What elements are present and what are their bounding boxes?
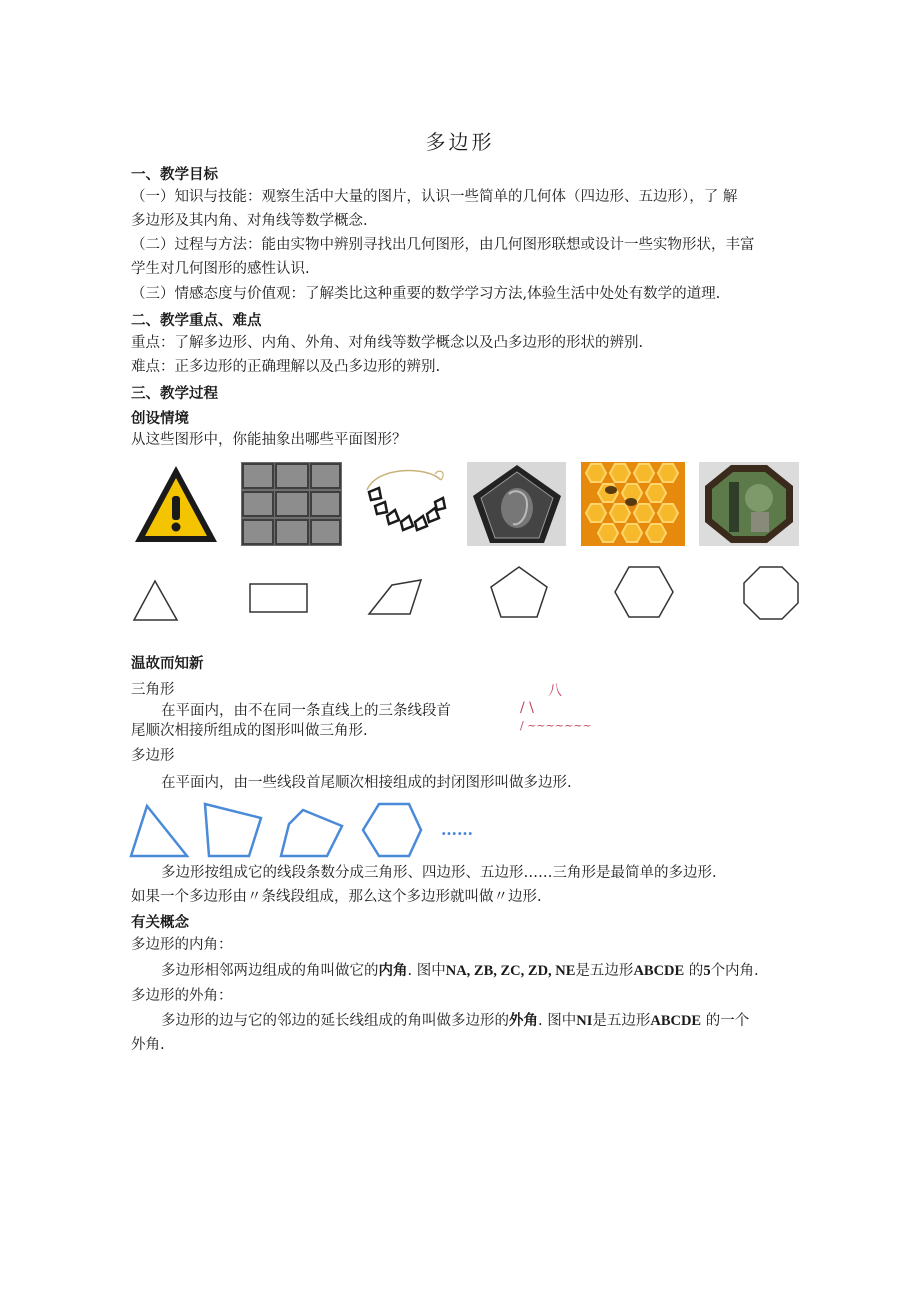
- polygon-definition: 在平面内，由一些线段首尾顺次相接组成的封闭图形叫做多边形.: [161, 775, 572, 791]
- triangle-definition-line-1: 在平面内，由不在同一条直线上的三条线段首: [161, 703, 451, 719]
- section-heading-goals: 一、教学目标: [131, 167, 218, 183]
- stone-wall-photo: [241, 462, 342, 546]
- goal-3: （三）情感态度与价值观：了解类比这种重要的数学学习方法,体验生活中处处有数学的道理.: [131, 286, 721, 302]
- interior-text-2: . 图中: [407, 963, 446, 979]
- triangle-outline: [131, 565, 181, 629]
- exterior-term: 外角: [509, 1012, 538, 1029]
- interior-text-1: 多边形相邻两边组成的角叫做它的: [161, 963, 379, 979]
- exterior-angle-name: NI: [576, 1013, 593, 1029]
- triangle-sketch-middle: / \: [520, 700, 534, 716]
- goal-1-line-1: （一）知识与技能：观察生活中大量的图片，认识一些简单的几何体（四边形、五边形），了 解: [131, 189, 738, 205]
- section-heading-key-points: 二、教学重点、难点: [131, 313, 262, 329]
- goal-2-line-2: 学生对几何图形的感性认识.: [131, 261, 310, 277]
- interior-text-4: 的: [684, 963, 704, 979]
- pentagon-coin-photo: [467, 462, 566, 546]
- pentagon-outline: [488, 565, 550, 629]
- exterior-angle-label: 多边形的外角：: [131, 988, 233, 1004]
- exterior-text-3: 是五边形: [592, 1013, 651, 1029]
- triangle-sketch-top: 八: [548, 683, 562, 699]
- octagon-outline: [740, 565, 802, 629]
- blue-polygons-figure: [129, 800, 489, 866]
- exterior-text-1: 多边形的边与它的邻边的延长线组成的角叫做多边形的: [161, 1013, 509, 1029]
- interior-angle-definition: [161, 961, 759, 981]
- octagon-window-photo: [699, 462, 799, 546]
- interior-angle-names: NA, ZB, ZC, ZD, NE: [445, 963, 576, 979]
- rectangle-outline: [248, 565, 310, 629]
- quadrilateral-outline: [366, 565, 428, 629]
- interior-text-3: 是五边形: [575, 963, 634, 979]
- necklace-photo: [357, 462, 452, 546]
- honeycomb-photo: [581, 462, 685, 546]
- warning-sign-photo: [131, 462, 221, 546]
- subheading-scenario: 创设情境: [131, 411, 189, 427]
- difficult-point: 难点：正多边形的正确理解以及凸多边形的辨别.: [131, 359, 441, 375]
- exterior-angle-definition-tail: 外角.: [131, 1037, 165, 1053]
- exterior-angle-definition: [161, 1011, 749, 1031]
- goal-1-line-2: 多边形及其内角、对角线等数学概念.: [131, 213, 368, 229]
- triangle-definition-line-2: 尾顺次相接所组成的图形叫做三角形.: [131, 723, 368, 739]
- hexagon-outline: [612, 565, 676, 629]
- section-heading-process: 三、教学过程: [131, 386, 218, 402]
- ellipsis-more-polygons: ……: [441, 820, 473, 839]
- triangle-label: 三角形: [131, 682, 175, 698]
- page-title: 多边形: [425, 130, 495, 154]
- interior-angle-label: 多边形的内角：: [131, 937, 233, 953]
- n-gon-definition: 如果一个多边形由〃条线段组成，那么这个多边形就叫做〃边形.: [131, 889, 542, 905]
- key-point: 重点：了解多边形、内角、外角、对角线等数学概念以及凸多边形的形状的辨别.: [131, 335, 644, 351]
- scenario-question: 从这些图形中，你能抽象出哪些平面图形？: [131, 432, 407, 448]
- exterior-text-4: 的一个: [701, 1013, 750, 1029]
- interior-angle-count: 5: [703, 963, 711, 979]
- subheading-review: 温故而知新: [131, 656, 204, 672]
- triangle-sketch-bottom: / ~~~~~~~: [520, 719, 592, 732]
- subheading-related-concepts: 有关概念: [131, 915, 189, 931]
- exterior-text-2: . 图中: [538, 1013, 577, 1029]
- polygon-classification: 多边形按组成它的线段条数分成三角形、四边形、五边形……三角形是最简单的多边形.: [161, 865, 717, 881]
- interior-text-5: 个内角.: [710, 963, 759, 979]
- interior-term: 内角: [378, 962, 408, 979]
- exterior-pentagon-name: ABCDE: [650, 1013, 702, 1029]
- goal-2-line-1: （二）过程与方法：能由实物中辨别寻找出几何图形，由几何图形联想或设计一些实物形状，丰富: [131, 237, 755, 253]
- pentagon-name: ABCDE: [633, 963, 685, 979]
- polygon-label: 多边形: [131, 748, 175, 764]
